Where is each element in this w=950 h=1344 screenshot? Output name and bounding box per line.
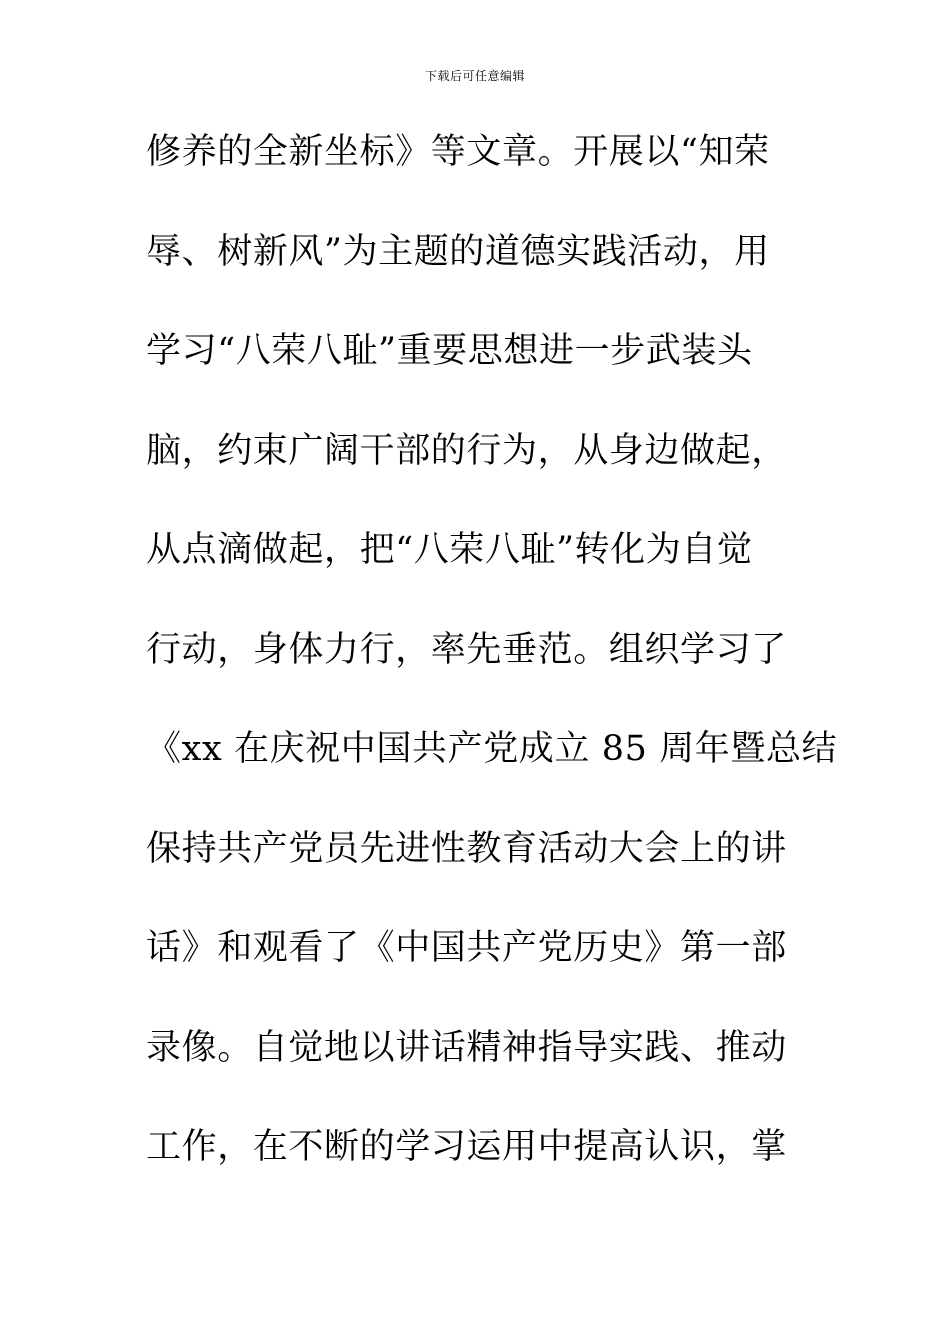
body-line-8: 保持共产党员先进性教育活动大会上的讲: [146, 828, 787, 869]
page-header-note: 下载后可任意编辑: [424, 69, 525, 83]
body-line-2: 辱、树新风”为主题的道德实践活动，用: [146, 231, 770, 272]
body-line-3: 学习“八荣八耻”重要思想进一步武装头: [146, 331, 753, 371]
body-line-11: 工作，在不断的学习运用中提高认识，掌: [146, 1127, 787, 1167]
body-line-4: 脑，约束广阔干部的行为，从身边做起，: [146, 430, 787, 471]
body-line-7: 《xx 在庆祝中国共产党成立 85 周年暨总结: [146, 729, 838, 769]
body-line-5: 从点滴做起，把“八荣八耻”转化为自觉: [146, 530, 753, 570]
document-body: [146, 122, 838, 1217]
body-line-9: 话》和观看了《中国共产党历史》第一部: [146, 928, 787, 968]
body-line-1: 修养的全新坐标》等文章。开展以“知荣: [146, 132, 770, 172]
body-line-10: 录像。自觉地以讲话精神指导实践、推动: [146, 1027, 787, 1068]
body-line-6: 行动，身体力行，率先垂范。组织学习了: [146, 629, 787, 670]
